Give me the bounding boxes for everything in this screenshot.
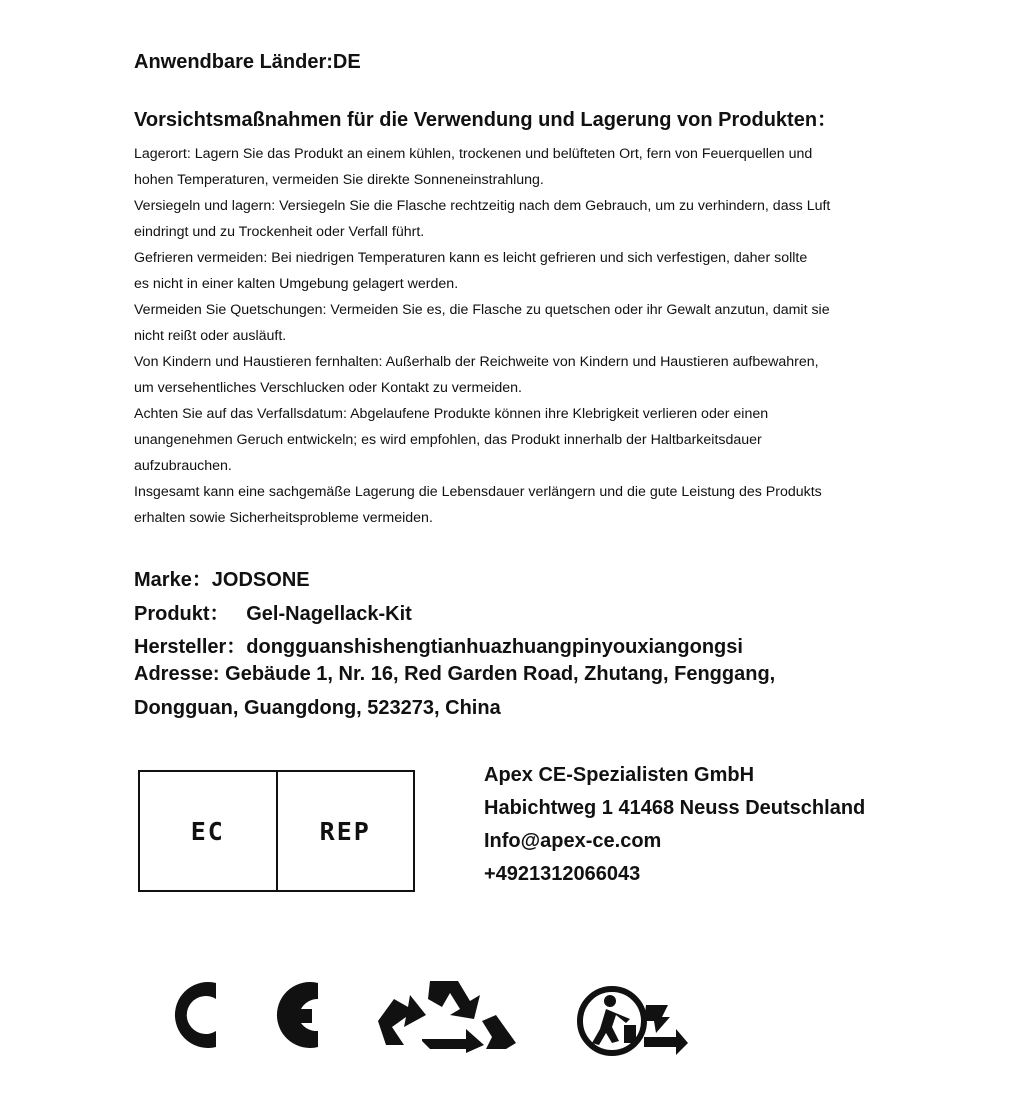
recycle-icon bbox=[374, 975, 524, 1055]
text-line: um versehentliches Verschlucken oder Kontakt zu vermeiden. bbox=[134, 380, 522, 396]
manufacturer-line: Hersteller：dongguanshishengtianhuazhuangpinyouxiangongsi bbox=[134, 636, 743, 658]
text-line: unangenehmen Geruch entwickeln; es wird empfohlen, das Produkt innerhalb der Haltbarkeitsdauer bbox=[134, 432, 762, 448]
text-line: Lagerort: Lagern Sie das Produkt an einem kühlen, trockenen und belüfteten Ort, fern von Feuerquellen und bbox=[134, 146, 813, 162]
text-line: erhalten sowie Sicherheitsprobleme vermeiden. bbox=[134, 510, 433, 526]
text-line: eindringt und zu Trockenheit oder Verfall führt. bbox=[134, 224, 425, 240]
text-line: Gefrieren vermeiden: Bei niedrigen Temperaturen kann es leicht gefrieren und sich verfestigen, daher sollte bbox=[134, 250, 808, 266]
text-line: es nicht in einer kalten Umgebung gelagert werden. bbox=[134, 276, 459, 292]
address-line-1: Adresse: Gebäude 1, Nr. 16, Red Garden Road, Zhutang, Fenggang, bbox=[134, 663, 776, 685]
precautions-title: Vorsichtsmaßnahmen für die Verwendung und Lagerung von Produkten： bbox=[134, 109, 838, 131]
ec-rep-label-rep: REP bbox=[276, 772, 414, 890]
text-line: hohen Temperaturen, vermeiden Sie direkte Sonneneinstrahlung. bbox=[134, 172, 544, 188]
text-line: Von Kindern und Haustieren fernhalten: Außerhalb der Reichweite von Kindern und Haustieren aufbewahren, bbox=[134, 354, 819, 370]
precautions-text bbox=[134, 141, 830, 531]
text-line: Versiegeln und lagern: Versiegeln Sie die Flasche rechtzeitig nach dem Gebrauch, um zu verhindern, dass Luft bbox=[134, 198, 831, 214]
text-line: nicht reißt oder ausläuft. bbox=[134, 328, 287, 344]
applicable-countries: Anwendbare Länder:DE bbox=[134, 51, 361, 73]
product-line: Produkt： Gel-Nagellack-Kit bbox=[134, 603, 412, 625]
text-line: Vermeiden Sie Quetschungen: Vermeiden Sie es, die Flasche zu quetschen oder ihr Gewalt anzutun, damit sie bbox=[134, 302, 830, 318]
ec-rep-label-ec: EC bbox=[190, 816, 225, 846]
text-line: Achten Sie auf das Verfallsdatum: Abgelaufene Produkte können ihre Klebrigkeit verlieren oder einen bbox=[134, 406, 769, 422]
tidyman-disposal-icon bbox=[572, 985, 692, 1057]
ec-rep-email: Info@apex-ce.com bbox=[484, 830, 662, 852]
ec-rep-symbol bbox=[138, 770, 415, 892]
ce-mark-icon bbox=[140, 975, 330, 1055]
address-line-2: Dongguan, Guangdong, 523273, China bbox=[134, 697, 501, 719]
brand-line: Marke：JODSONE bbox=[134, 569, 310, 591]
text-line: aufzubrauchen. bbox=[134, 458, 232, 474]
ec-rep-phone: +4921312066043 bbox=[484, 863, 641, 885]
ec-rep-company: Apex CE-Spezialisten GmbH bbox=[484, 764, 755, 786]
text-line: Insgesamt kann eine sachgemäße Lagerung die Lebensdauer verlängern und die gute Leistung des Produkts bbox=[134, 484, 822, 500]
ec-rep-address: Habichtweg 1 41468 Neuss Deutschland bbox=[484, 797, 866, 819]
